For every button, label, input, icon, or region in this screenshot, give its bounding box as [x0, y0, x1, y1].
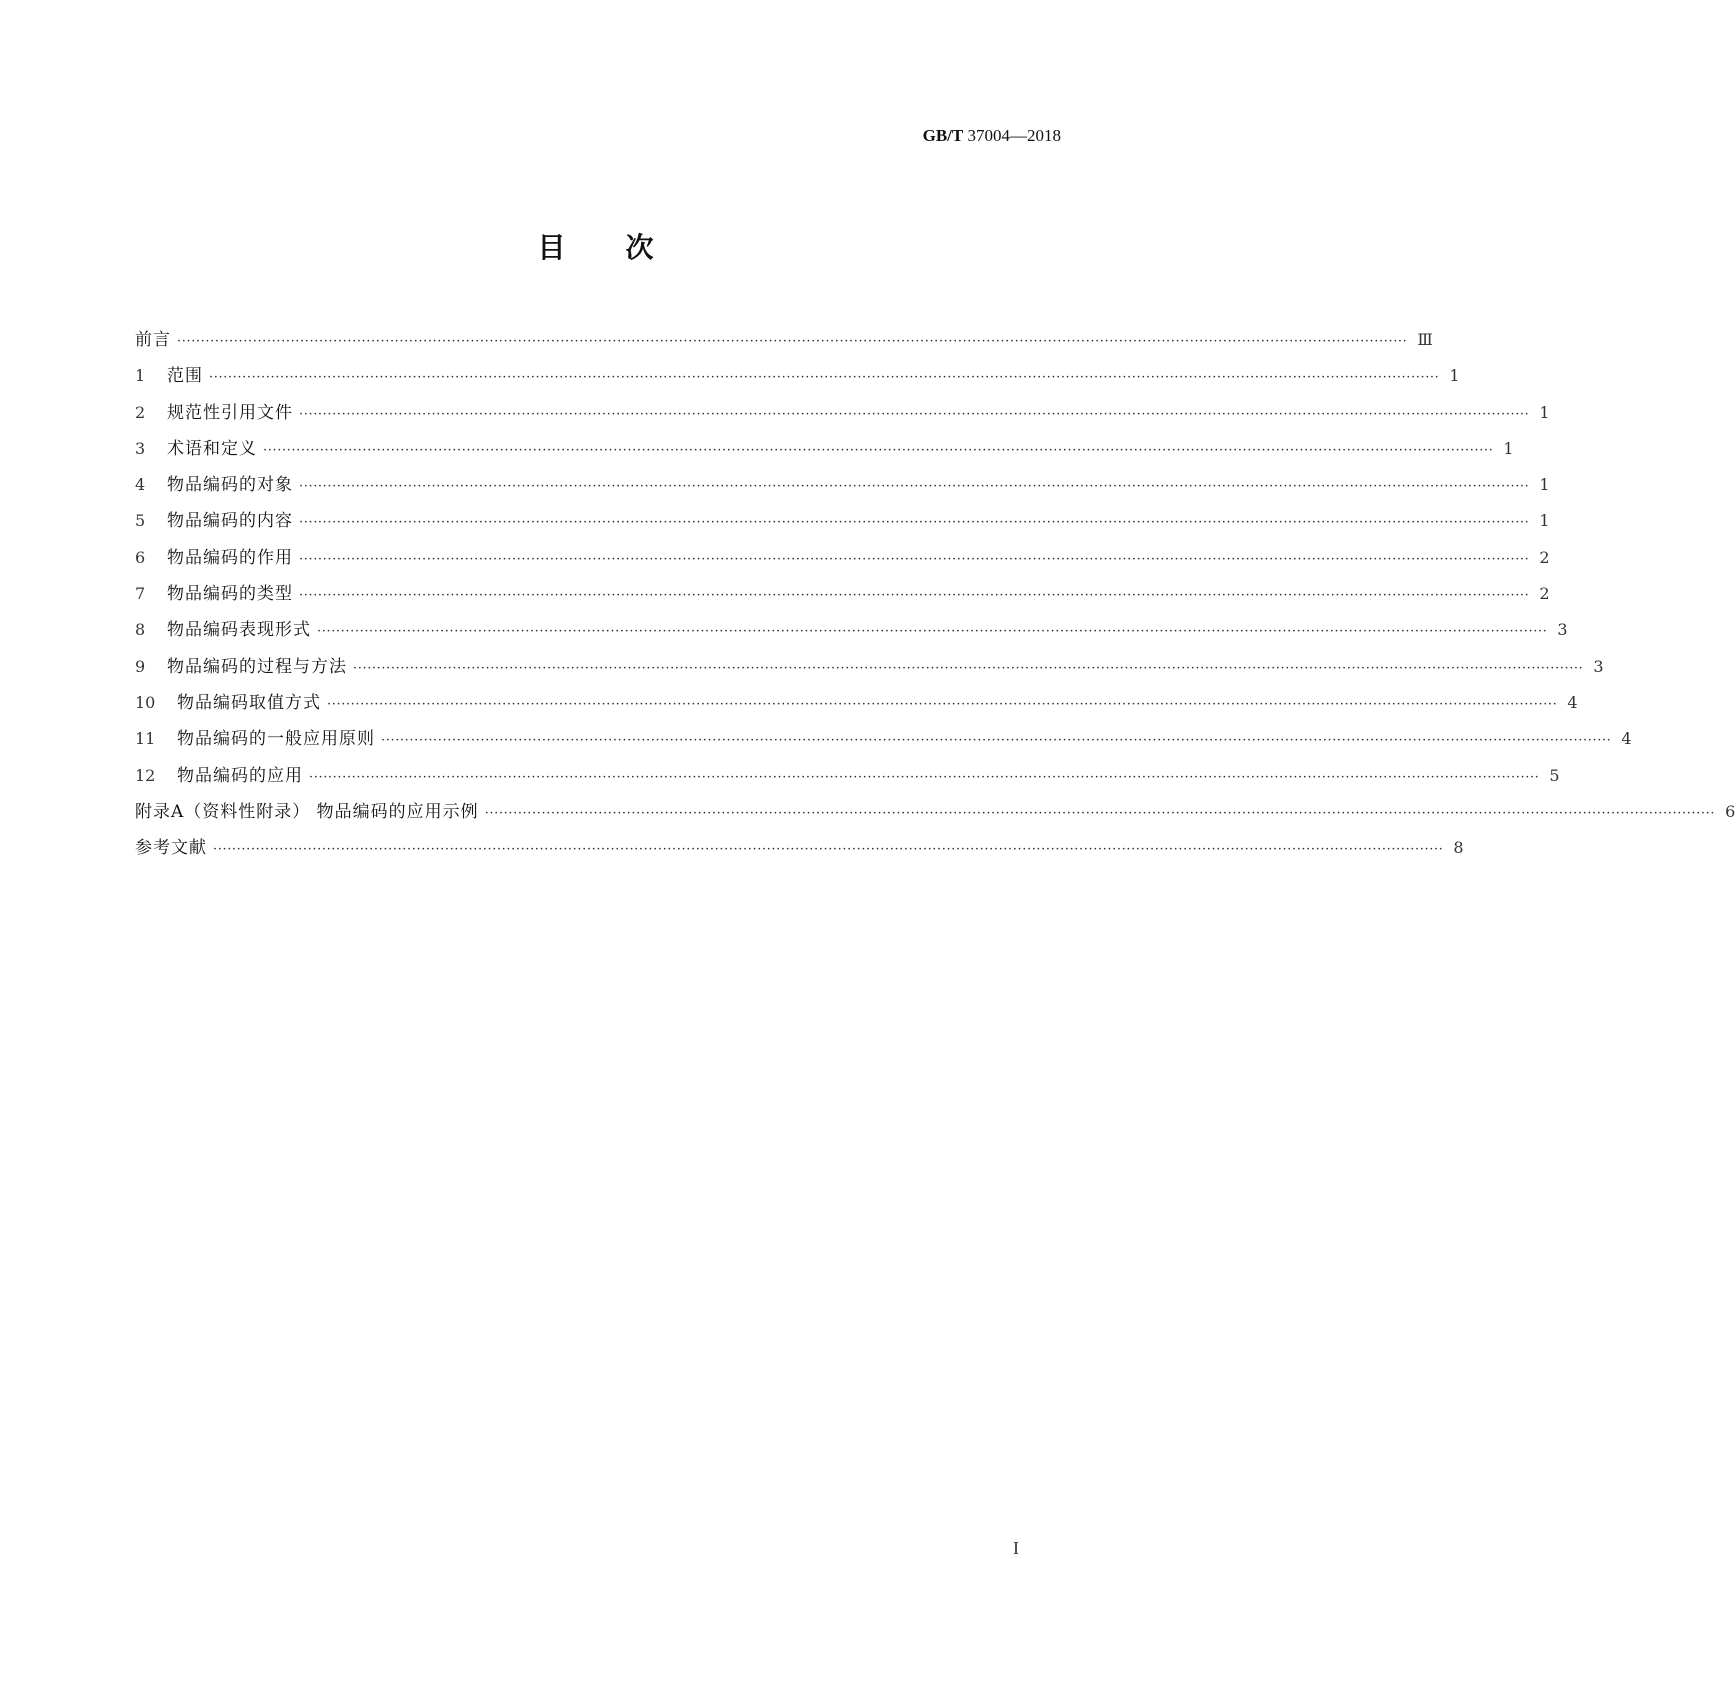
toc-entry-2[interactable] [135, 395, 1550, 431]
toc-entry-page: 1 [1539, 511, 1550, 531]
toc-entry-label: 物品编码表现形式 [167, 620, 311, 641]
toc-entry-number: 3 [135, 438, 146, 458]
toc-entry-number: 4 [135, 475, 146, 495]
toc-entry-number: 8 [135, 620, 146, 640]
toc-leader-dots: ···································································································································································································································································· [299, 551, 1530, 567]
page-title: 目次 [537, 231, 714, 264]
toc-entry-12[interactable] [135, 758, 1560, 794]
toc-leader-dots: ···································································································································································································································································· [213, 842, 1444, 858]
toc-entry-label: 范围 [167, 366, 203, 387]
toc-entry-page: 1 [1539, 475, 1550, 495]
toc-entry-bibliography[interactable] [135, 830, 1464, 866]
toc-entry-page: 8 [1453, 838, 1464, 858]
toc-entry-label: 物品编码的内容 [167, 511, 293, 532]
standard-prefix: GB/T [922, 126, 964, 145]
toc-entry-1[interactable] [135, 358, 1460, 394]
toc-entry-8[interactable] [135, 612, 1568, 648]
toc-entry-11[interactable] [135, 721, 1632, 757]
toc-entry-label: 规范性引用文件 [167, 402, 293, 423]
toc-leader-dots: ···································································································································································································································································· [353, 660, 1584, 676]
toc-leader-dots: ···································································································································································································································································· [317, 624, 1548, 640]
toc-entry-number: 1 [135, 366, 146, 386]
toc-entry-page: 4 [1567, 692, 1578, 712]
standard-code: 37004—2018 [967, 126, 1061, 145]
toc-leader-dots: ···································································································································································································································································· [299, 406, 1530, 422]
table-of-contents [135, 322, 1735, 866]
toc-entry-10[interactable] [135, 685, 1578, 721]
toc-entry-number: 2 [135, 402, 146, 422]
toc-entry-7[interactable] [135, 576, 1550, 612]
standard-number [923, 126, 1061, 146]
toc-leader-dots: ···································································································································································································································································· [327, 696, 1558, 712]
toc-entry-appendix-a[interactable] [135, 794, 1735, 830]
toc-leader-dots: ···································································································································································································································································· [309, 769, 1540, 785]
toc-entry-9[interactable] [135, 649, 1604, 685]
toc-entry-number: 10 [135, 692, 156, 712]
toc-leader-dots: ···································································································································································································································································· [381, 733, 1612, 749]
toc-entry-number: 9 [135, 656, 146, 676]
toc-entry-3[interactable] [135, 431, 1514, 467]
toc-entry-label: 物品编码的应用 [177, 765, 303, 786]
toc-entry-page: 1 [1449, 366, 1460, 386]
toc-entry-page: 2 [1539, 547, 1550, 567]
toc-entry-page: 4 [1621, 729, 1632, 749]
toc-leader-dots: ···································································································································································································································································· [263, 442, 1494, 458]
toc-entry-page: 1 [1503, 438, 1514, 458]
toc-entry-page: 3 [1557, 620, 1568, 640]
toc-entry-label: 前言 [135, 330, 171, 350]
toc-leader-dots: ···································································································································································································································································· [299, 588, 1530, 604]
toc-entry-6[interactable] [135, 540, 1550, 576]
toc-entry-label: 物品编码的类型 [167, 584, 293, 605]
toc-entry-label: 物品编码的对象 [167, 475, 293, 496]
toc-entry-number: 12 [135, 765, 156, 785]
toc-entry-page: 6 [1725, 801, 1735, 821]
toc-entry-number: 7 [135, 584, 146, 604]
page-number: I [1013, 1538, 1019, 1558]
toc-entry-label: 物品编码的一般应用原则 [177, 729, 375, 750]
toc-entry-number: 5 [135, 511, 146, 531]
toc-entry-number: 6 [135, 547, 146, 567]
toc-entry-number: 11 [135, 729, 156, 749]
toc-entry-label: 参考文献 [135, 838, 207, 859]
toc-leader-dots: ···································································································································································································································································· [209, 370, 1440, 386]
toc-leader-dots: ···································································································································································································································································· [299, 515, 1530, 531]
toc-entry-label: 物品编码的过程与方法 [167, 656, 347, 677]
toc-entry-label: 附录A（资料性附录） 物品编码的应用示例 [135, 801, 479, 822]
toc-entry-page: Ⅲ [1417, 330, 1433, 349]
toc-entry-4[interactable] [135, 467, 1550, 503]
toc-entry-label: 术语和定义 [167, 438, 257, 459]
toc-entry-page: 1 [1539, 402, 1550, 422]
toc-leader-dots: ···································································································································································································································································· [484, 805, 1716, 821]
toc-entry-label: 物品编码的作用 [167, 547, 293, 568]
toc-entry-page: 2 [1539, 584, 1550, 604]
toc-entry-page: 3 [1593, 656, 1604, 676]
toc-leader-dots: ···································································································································································································································································· [299, 479, 1530, 495]
toc-leader-dots: ···································································································································································································································································· [177, 334, 1408, 349]
toc-entry-label: 物品编码取值方式 [177, 692, 321, 713]
toc-entry-page: 5 [1549, 765, 1560, 785]
toc-entry-5[interactable] [135, 503, 1550, 539]
toc-entry-foreword[interactable] [135, 322, 1433, 358]
